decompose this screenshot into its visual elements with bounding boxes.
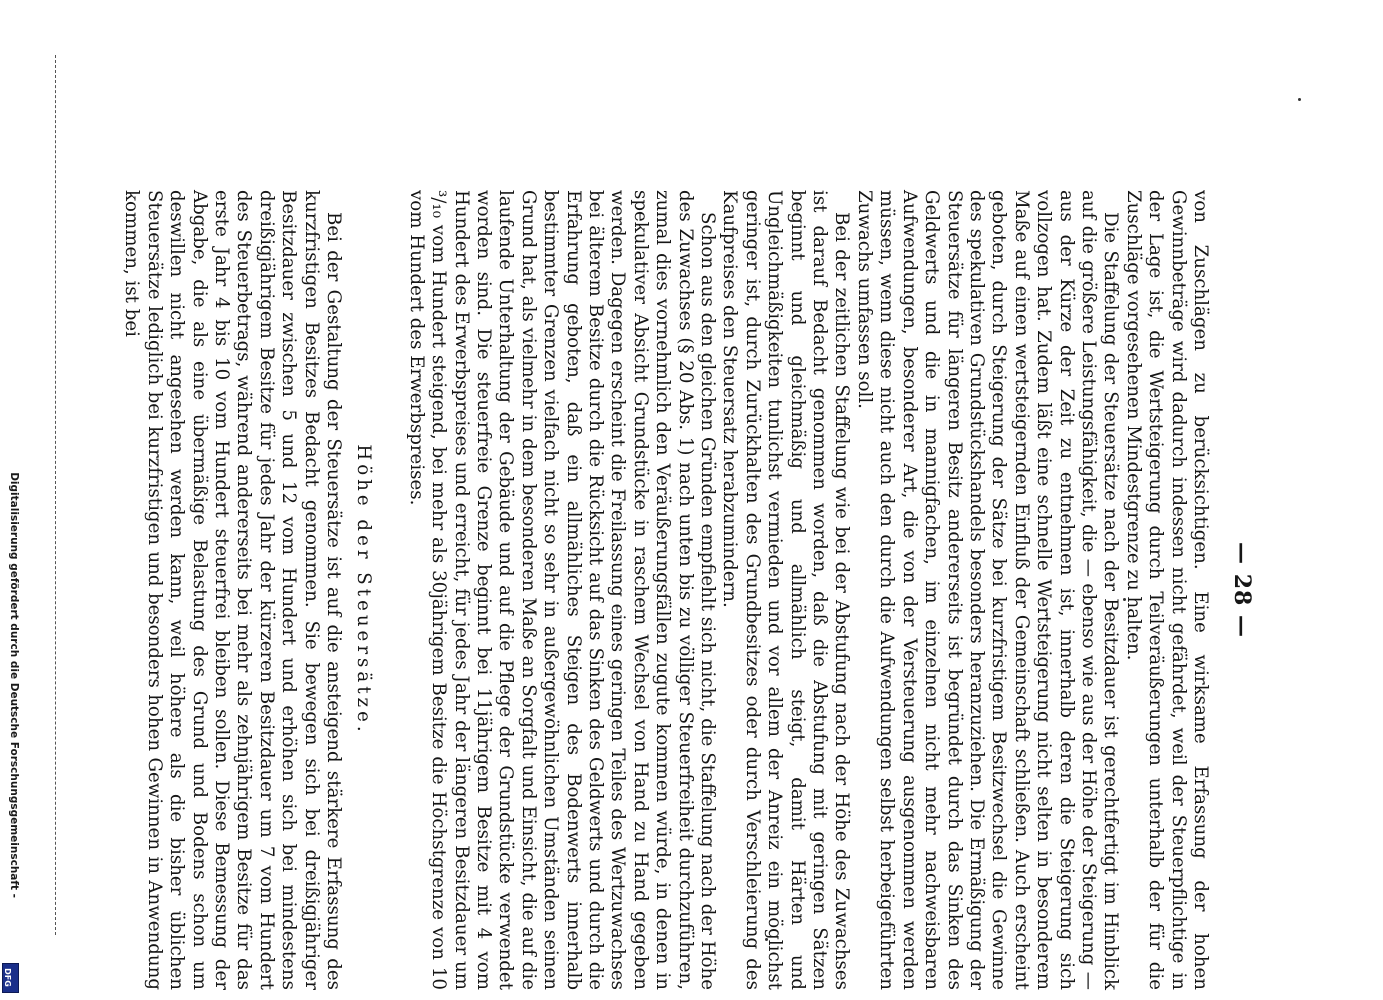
dfg-logo-text: DFG — [2, 968, 12, 987]
paragraph: Bei der zeitlichen Staffelung wie bei der Abstufung nach der Höhe des Zuwachses ist darauf Bedacht genommen worden, daß die Abstufung mit geringen Sätzen beginnt und gleichmäßig und allmählich steigt, damit Härten und Ungleichmäßigkeiten tunlichst vermieden und vor allem der Anreiz ein möglichst geringer ist, durch Zurückhalten des Grundbesitzes oder durch Verschleierung des Kaufpreises den Steuersatz herabzumindern. — [719, 190, 853, 990]
rotated-text-block — [121, 190, 1255, 990]
scan-speck — [1298, 98, 1301, 101]
page-number: — 28 — — [1229, 542, 1255, 638]
paragraph: von Zuschlägen zu berücksichtigen. Eine wirksame Erfassung der hohen Gewinnbeträge wird dadurch indessen nicht gefährdet, weil der Steuerpflichtige in der Lage ist, die Wertsteigerung durch Teilveräußerungen unterhalb der für die Zuschläge vorgesehenen Mindestgrenze zu halten. — [1122, 190, 1211, 990]
body-text — [120, 190, 1211, 990]
section-heading: Höhe der Steuersätze. — [353, 444, 375, 736]
dfg-logo — [2, 963, 19, 993]
binding-margin-rule — [55, 55, 57, 935]
paragraph: Bei der Gestaltung der Steuersätze ist auf die ansteigend stärkere Erfassung des kurzfristigen Besitzes Bedacht genommen. Sie bewegen sich bei dreißigjähriger Besitzdauer zwischen 5 und 12 vom Hundert und erhöhen sich bei mindestens dreißigjährigem Besitze für jedes Jahr der kürzeren Besitzdauer um 7 vom Hundert des Steuerbetrags, während andererseits bei mehr als zehnjährigem Besitze für das erste Jahr 4 bis 10 vom Hundert steuerfrei bleiben sollen. Diese Bemessung der Abgabe, die als eine übermäßige Belastung des Grund und Bodens schon um deswillen nicht angesehen werden kann, weil höhere als die bisher üblichen Steuersätze lediglich bei kurzfristigen und besonders hohen Gewinnen in Anwendung kommen, ist bei — [121, 190, 344, 990]
digitization-credit: Digitalisierung gefördert durch die Deutsche Forschungsgemeinschaft - — [8, 472, 20, 898]
paragraph: Die Staffelung der Steuersätze nach der Besitzdauer ist gerechtfertigt im Hinblick auf die größere Leistungsfähigkeit, die — ebenso wie aus der Höhe der Steigerung — aus der Kürze der Zeit zu entnehmen ist, innerhalb deren die Steigerung sich vollzogen hat. Zudem läßt eine schnelle Wertsteigerung nicht selten in besonderem Maße auf einen wertsteigernden Einfluß der Gemeinschaft schließen. Auch erscheint geboten, durch Steigerung der Sätze bei kurzfristigem Besitzwechsel die Gewinne des spekulativen Grundstückshandels besonders heranzuziehen. Die Ermäßigung der Steuersätze für längeren Besitz andererseits ist begründet durch das Sinken des Geldwerts und die in mannigfachen, im einzelnen nicht mehr nachweisbaren Aufwendungen, besonderer Art, die von der Versteuerung ausgenommen werden müssen, wenn diese nicht auch den durch die Aufwendungen selbst herbeigeführten Zuwachs umfassen soll. — [853, 190, 1122, 990]
paragraph: Schon aus den gleichen Gründen empfiehlt sich nicht, die Staffelung nach der Höhe des Zuwachses (§ 20 Abs. 1) nach unten bis zu völliger Steuerfreiheit durchzuführen, zumal dies vornehmlich den Veräußerungsfällen zugute kommen würde, in denen in spekulativer Absicht Grundstücke in raschem Wechsel von Hand zu Hand gegeben werden. Dagegen erscheint die Freilassung eines geringen Teiles des Wertzuwachses bei älterem Besitze durch die Rücksicht auf das Sinken des Geldwerts und durch die Erfahrung geboten, daß ein allmähliches Steigen des Bodenwerts innerhalb bestimmter Grenzen vielfach nicht so sehr in außergewöhnlichen Umständen seinen Grund hat, als vielmehr in dem besonderen Maße an Sorgfalt und Einsicht, die auf die laufende Unterhaltung der Gebäude und auf die Pflege der Grundstücke verwendet worden sind. Die steuerfreie Grenze beginnt bei 11jährigem Besitze mit 4 vom Hundert des Erwerbspreises und erreicht, für jedes Jahr der längeren Besitzdauer um ³/₁₀ vom Hundert steigend, bei mehr als 30jährigem Besitze die Höchstgrenze von 10 vom Hundert des Erwerbspreises. — [405, 190, 719, 990]
